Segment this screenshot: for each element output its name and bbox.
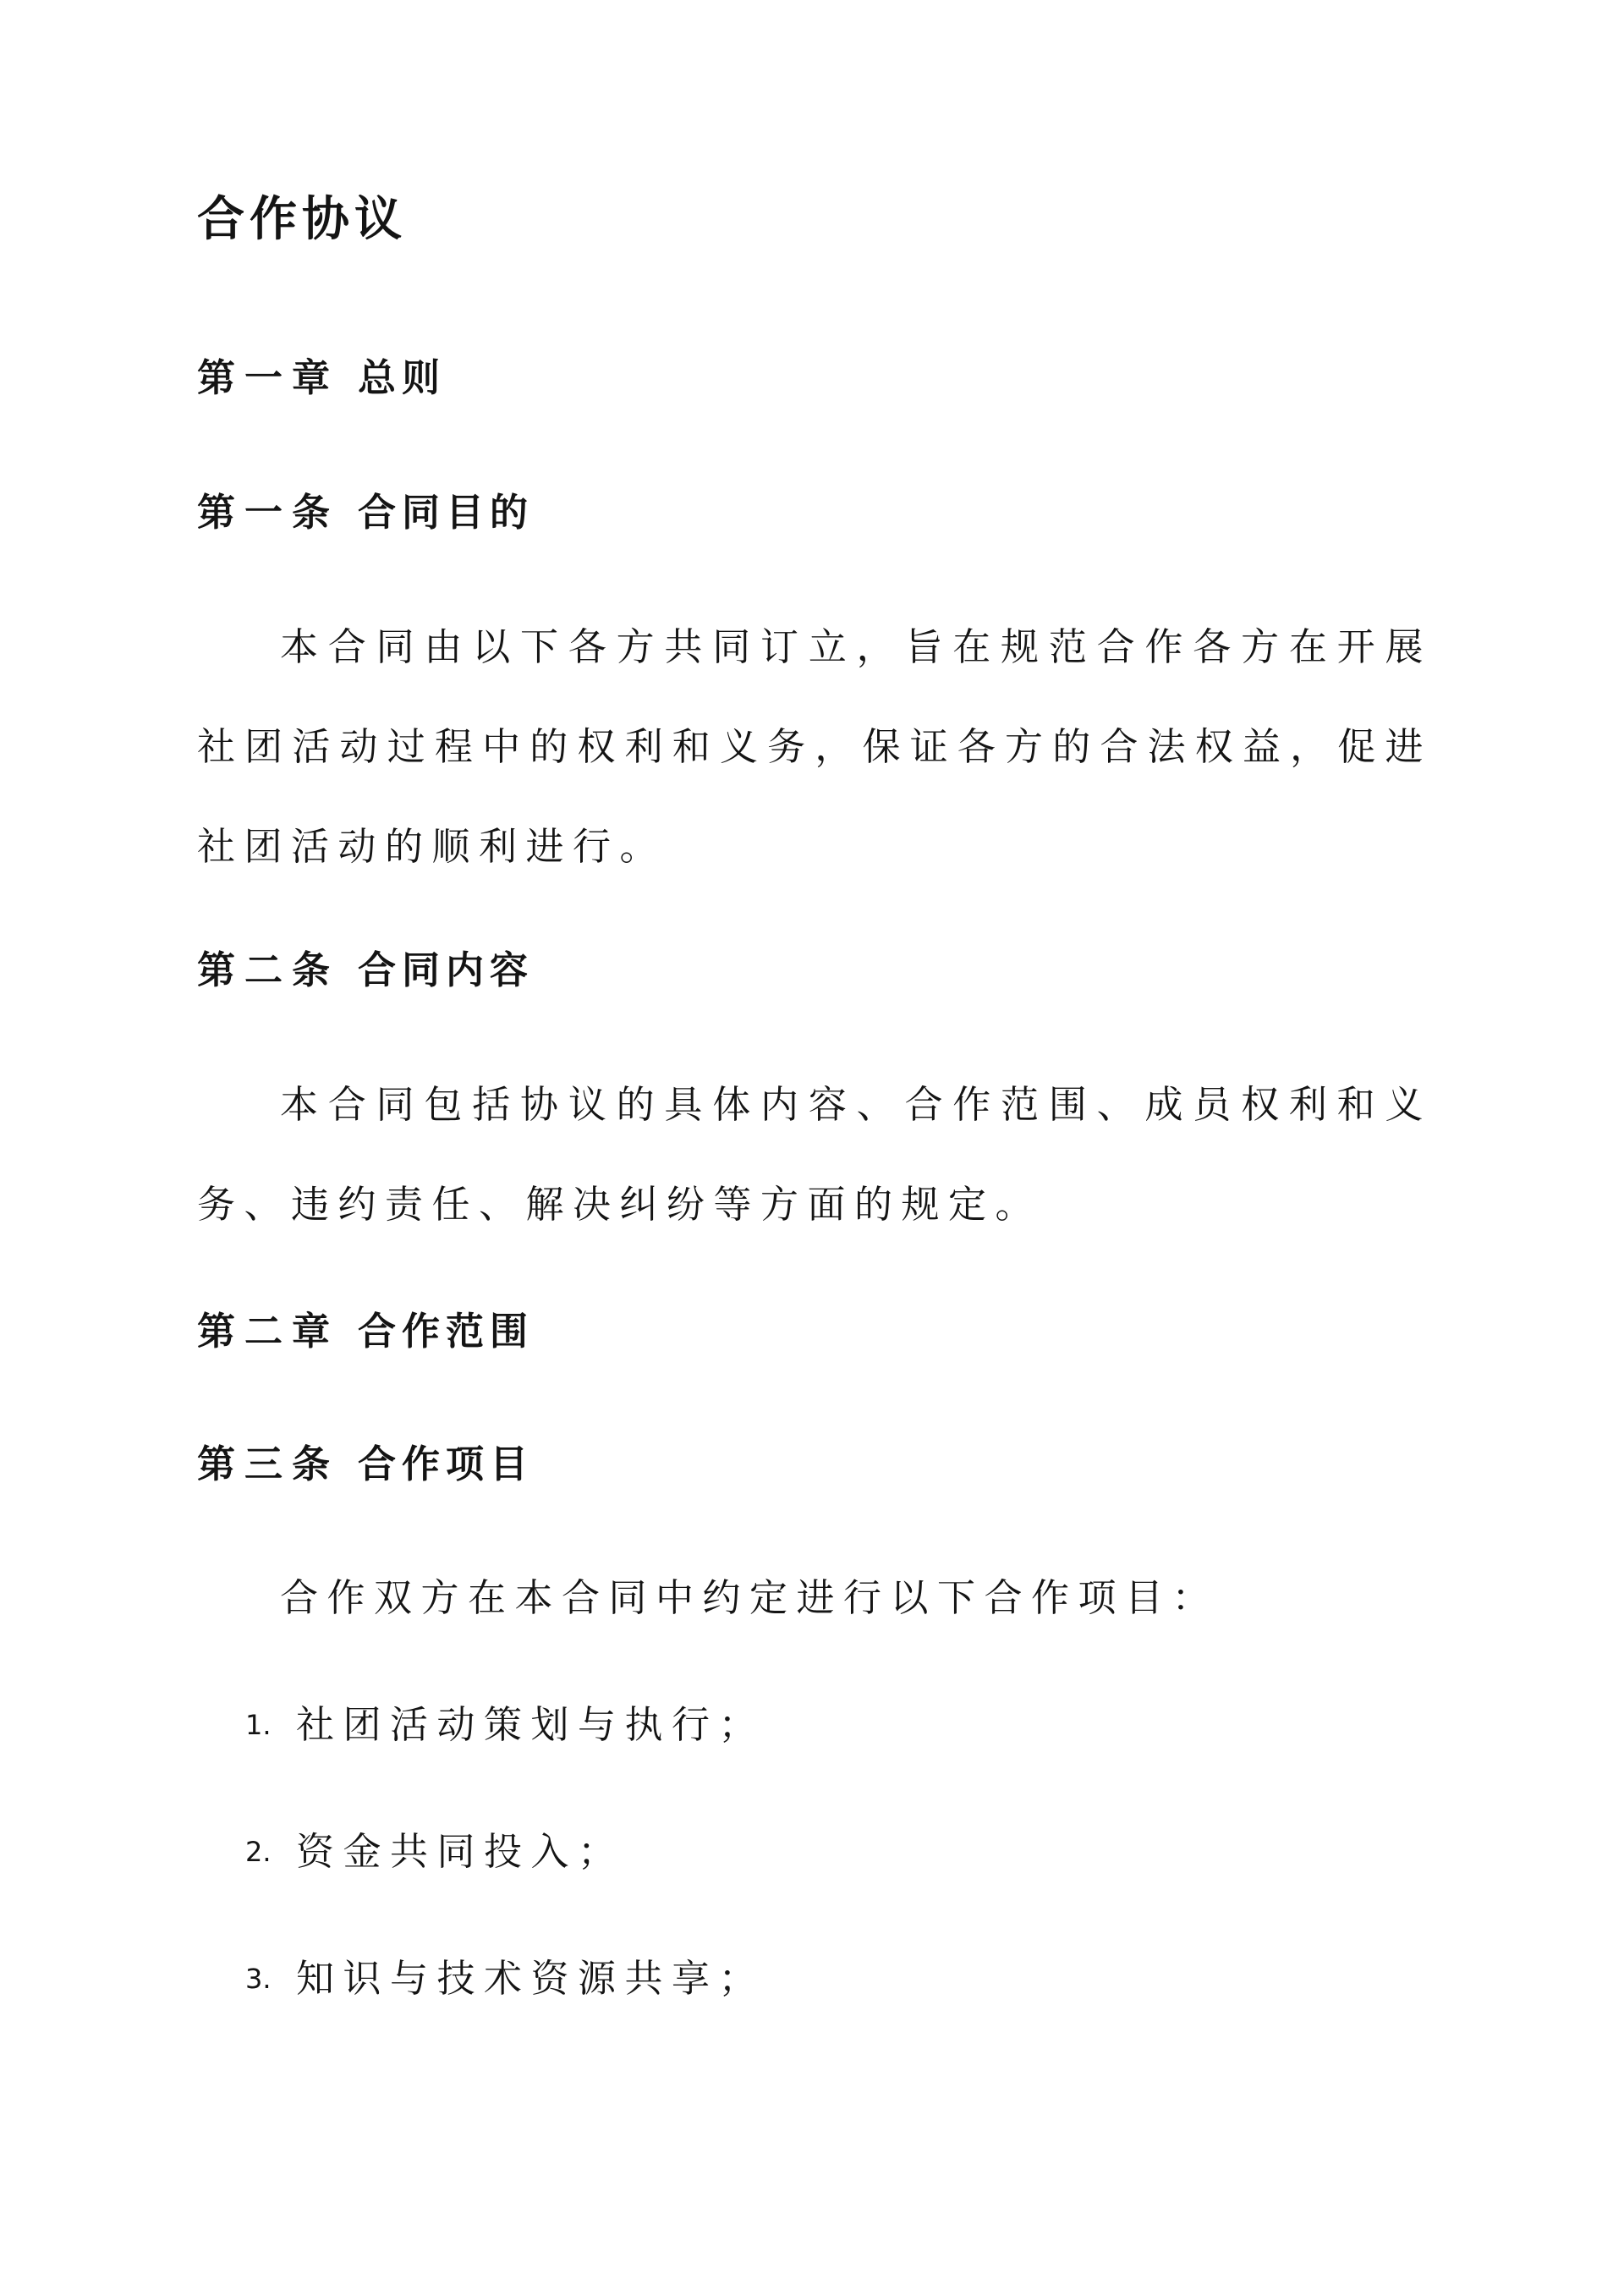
article-number: 第一条 (197, 490, 340, 535)
list-item (245, 1956, 765, 2002)
list-item-text: 社团活动策划与执行； (296, 1702, 766, 1747)
chapter-number: 第一章 (197, 355, 340, 400)
list-marker: 3. (245, 1962, 272, 1995)
list-item-text: 知识与技术资源共享； (296, 1956, 766, 2001)
chapter-heading-2 (197, 1309, 534, 1354)
list-marker: 1. (245, 1708, 272, 1741)
list-item-text: 资金共同投入； (296, 1829, 625, 1874)
article-number: 第二条 (197, 948, 340, 992)
list-item (245, 1829, 625, 1875)
chapter-title: 总则 (358, 355, 447, 400)
article-heading-2 (197, 948, 534, 993)
chapter-heading-1 (197, 355, 446, 401)
article-title: 合作项目 (358, 1442, 535, 1486)
article-title: 合同内容 (358, 948, 535, 992)
article-number: 第三条 (197, 1442, 340, 1486)
chapter-number: 第二章 (197, 1309, 340, 1354)
article-2-body: 本合同包括协议的具体内容、合作范围、成员权利和义务、违约责任、解决纠纷等方面的规定。 (197, 1082, 1432, 1227)
article-heading-3 (197, 1442, 534, 1487)
document-title: 合作协议 (197, 192, 407, 247)
article-heading-1 (197, 490, 534, 536)
article-title: 合同目的 (358, 490, 535, 535)
article-3-intro: 合作双方在本合同中约定进行以下合作项目： (280, 1575, 1220, 1620)
list-item (245, 1702, 765, 1748)
list-marker: 2. (245, 1835, 272, 1868)
article-1-body: 本合同由以下各方共同订立，旨在规范合作各方在开展社团活动过程中的权利和义务，保证各方的合法权益，促进社团活动的顺利进行。 (197, 624, 1432, 869)
chapter-title: 合作范围 (358, 1309, 535, 1354)
